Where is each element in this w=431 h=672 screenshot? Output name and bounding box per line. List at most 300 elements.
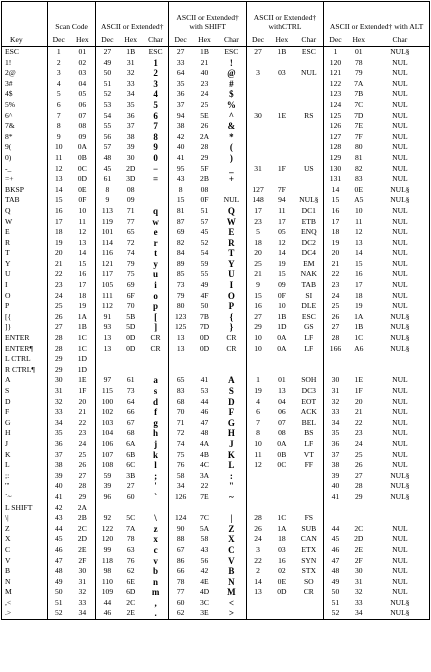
cell-ctrl-dec: 29 [254,322,262,332]
subheader-hex: Hex [347,33,371,47]
cell-alt-hex: 01 [354,47,363,56]
cell-alt-dec: 20 [331,248,340,258]
cell-ctrl-char [294,185,323,196]
cell-shift-hex: 4A [199,438,210,448]
cell-ascii-hex: 79 [126,258,135,268]
cell-ctrl-dec: 14 [254,576,262,586]
cell-scan-dec: 7 [56,110,61,120]
subheader-hex: Hex [119,33,143,47]
cell-shift-dec: 37 [176,99,185,109]
cell-ctrl-char: SOH [294,375,323,386]
cell-ascii-char: CR [143,333,169,344]
cell-ascii-dec: 122 [101,523,114,533]
cell-alt-hex: 26 [354,460,363,470]
cell-ascii-dec: 101 [101,227,114,237]
cell-alt-dec: 21 [331,258,340,268]
table-row [2,492,430,503]
cell-shift-hex: 25 [200,99,209,109]
cell-ascii-char [143,185,169,196]
cell-ctrl-hex [269,354,294,365]
cell-shift-dec: 58 [176,470,185,480]
cell-ascii-char: c [143,545,169,556]
cell-scan-hex: 18 [70,291,96,302]
cell-scan-hex: 17 [70,280,96,291]
cell-scan-dec: 17 [54,216,63,226]
cell-ctrl-dec [246,121,269,132]
cell-ascii-hex: 78 [126,534,135,544]
cell-scan-dec: 44 [54,523,63,533]
cell-alt-char: NUL [371,301,430,312]
cell-ascii-dec: 46 [96,608,119,619]
cell-shift-char: T [217,248,246,259]
cell-ctrl-hex: 7F [277,184,286,194]
cell-ascii-hex: 61 [126,375,135,385]
cell-ctrl-dec: 25 [254,258,262,268]
cell-ctrl-char [294,132,323,143]
cell-scan-hex: 1A [70,312,96,323]
cell-shift-hex: 08 [200,184,209,194]
cell-ctrl-hex: 1A [277,523,287,533]
cell-ascii-dec: 13 [103,333,112,343]
cell-ascii-hex: 7A [126,523,136,533]
cell-alt-hex: 83 [354,174,363,184]
cell-ascii-char: j [143,439,169,450]
cell-alt-char: NUL [371,545,430,556]
cell-ctrl-dec [246,174,269,185]
cell-scan-hex: 1C [70,344,96,355]
cell-key: F [2,407,48,418]
cell-alt-hex: 23 [354,428,363,438]
cell-shift-dec: 125 [174,322,187,332]
cell-ascii-hex: 66 [126,407,135,417]
cell-alt-dec: 18 [331,227,340,237]
cell-key: O [2,291,48,302]
subheader-hex: Hex [269,33,294,47]
cell-scan-hex: 34 [70,608,96,619]
cell-ascii-dec: 61 [103,174,112,184]
table-row [2,566,430,577]
table-row [2,68,430,79]
subheader-char: Char [371,33,430,47]
cell-alt-hex: 10 [354,205,363,215]
cell-shift-char: N [217,577,246,588]
table-row [2,322,430,333]
cell-ascii-hex: 3B [126,470,136,480]
cell-shift-char: F [217,407,246,418]
cell-shift-hex: 57 [200,216,209,226]
cell-alt-dec: 130 [329,163,342,173]
cell-alt-dec: 36 [331,438,340,448]
cell-ctrl-char [294,598,323,609]
cell-alt-hex: 34 [347,608,371,619]
cell-scan-hex: 22 [70,418,96,429]
cell-key: \| [2,513,48,524]
cell-key: S [2,386,48,397]
table-row [2,418,430,429]
cell-ascii-hex: 0D [126,343,136,353]
cell-key: W [2,217,48,228]
cell-ctrl-char [294,354,323,365]
cell-shift-char: { [217,312,246,323]
table-row [2,598,430,609]
cell-shift-dec: 71 [176,417,185,427]
cell-alt-dec: 34 [331,417,340,427]
cell-ascii-char: 5 [143,100,169,111]
cell-shift-char: U [217,269,246,280]
cell-alt-char: NUL [371,269,430,280]
cell-ctrl-dec: 18 [254,237,262,247]
cell-alt-dec: 25 [331,301,340,311]
cell-scan-hex: 0C [70,164,96,175]
cell-scan-dec: 40 [54,481,63,491]
cell-ctrl-hex: 1C [277,513,287,523]
table-row [2,503,430,514]
cell-alt-hex: 1F [354,386,363,395]
cell-shift-dec: 82 [176,237,185,247]
cell-scan-dec: 15 [54,195,63,205]
cell-scan-dec: 29 [54,354,63,364]
cell-ascii-hex: 71 [126,205,135,215]
cell-scan-dec: 34 [54,417,63,427]
cell-ctrl-hex [269,174,294,185]
cell-key: `~ [2,492,48,503]
cell-shift-hex: 5E [200,110,209,120]
header-ctrl: ASCII or Extended† withCTRL [246,2,323,34]
cell-ctrl-char: BS [294,428,323,439]
cell-ctrl-char: ENQ [294,227,323,238]
cell-shift-char: I [217,280,246,291]
cell-shift-char: | [217,513,246,524]
cell-shift-hex: 7E [200,491,209,501]
cell-alt-hex: 82 [354,163,363,173]
cell-shift-char: ESC [217,47,246,58]
cell-ctrl-hex: 0F [277,290,286,300]
cell-ascii-hex: 32 [126,68,135,78]
cell-scan-hex: 1D [70,365,96,376]
cell-ctrl-hex: 19 [278,258,286,268]
cell-ctrl-dec: 26 [254,523,262,533]
cell-alt-dec: 121 [329,68,342,78]
cell-alt-hex: 2C [354,523,364,533]
cell-scan-dec: 4 [56,78,61,88]
table-row [2,79,430,90]
table-row [2,58,430,69]
cell-ascii-char [143,365,169,376]
cell-scan-hex: 2E [70,545,96,556]
cell-ascii-char: = [143,174,169,185]
cell-scan-dec: 43 [54,513,63,523]
cell-ascii-char: h [143,428,169,439]
cell-ascii-char: e [143,227,169,238]
cell-ctrl-dec: 21 [254,269,262,279]
cell-alt-char: NUL§ [371,195,430,206]
cell-shift-char: CR [217,333,246,344]
cell-ascii-char: f [143,407,169,418]
cell-ctrl-dec: 28 [254,513,262,523]
cell-alt-char: NUL§ [371,471,430,482]
cell-scan-dec: 33 [54,407,63,417]
cell-alt-dec [324,513,347,524]
cell-ctrl-hex [269,89,294,100]
cell-alt-dec: 16 [331,205,340,215]
cell-shift-char: } [217,322,246,333]
cell-ctrl-char: LF [294,333,323,344]
cell-alt-char: NUL [371,206,430,217]
cell-alt-hex: 2D [354,534,364,544]
cell-ctrl-hex [269,598,294,609]
cell-shift-hex: 21 [200,57,209,67]
cell-alt-char: NUL [371,460,430,471]
cell-ctrl-char [294,174,323,185]
cell-scan-hex: 26 [70,460,96,471]
cell-ctrl-dec: 12 [254,460,262,470]
cell-scan-hex: 19 [70,301,96,312]
cell-alt-char: NUL [371,577,430,588]
cell-ascii-dec: 110 [101,576,113,586]
cell-shift-char: NUL [217,195,246,206]
cell-scan-hex: 21 [70,407,96,418]
cell-ctrl-hex: 16 [278,555,286,565]
cell-ascii-dec: 9 [105,195,110,205]
cell-ctrl-hex: 0C [277,460,287,470]
cell-ascii-dec: 51 [103,78,112,88]
cell-ascii-dec: 13 [103,343,112,353]
cell-shift-char: R [217,238,246,249]
table-row [2,238,430,249]
cell-ascii-char: n [143,577,169,588]
table-row [2,481,430,492]
cell-ascii-hex: 39 [126,142,135,152]
cell-alt-dec: 46 [331,544,340,554]
table-row [2,227,430,238]
cell-alt-char: NUL§ [371,333,430,344]
cell-shift-dec [169,503,192,514]
cell-ctrl-hex [269,481,294,492]
cell-shift-hex: 3A [199,470,210,480]
cell-ctrl-char [294,492,323,503]
cell-shift-char: " [217,481,246,492]
cell-shift-hex: 46 [200,407,209,417]
cell-alt-hex: 7B [354,89,364,99]
subheader-char: Char [143,33,169,47]
cell-ctrl-dec [246,481,269,492]
cell-key: C [2,545,48,556]
cell-key: R [2,238,48,249]
cell-ctrl-hex: 06 [278,407,286,417]
cell-shift-char: _ [217,164,246,175]
cell-ascii-hex: 08 [126,184,135,194]
cell-shift-hex: 28 [200,142,209,152]
cell-ascii-dec: 102 [101,407,114,417]
table-row [2,333,430,344]
cell-shift-hex [192,503,217,514]
cell-alt-char: NUL§ [371,47,430,58]
cell-alt-char: NUL§ [371,185,430,196]
cell-shift-dec: 73 [176,280,185,290]
cell-shift-char: ( [217,142,246,153]
cell-ctrl-char: ACK [294,407,323,418]
cell-shift-dec: 8 [178,184,183,194]
cell-ascii-dec: 91 [103,311,112,321]
cell-scan-dec: 29 [54,364,63,374]
cell-scan-hex: 0D [70,174,96,185]
cell-alt-char: NUL [371,217,430,228]
cell-shift-dec: 86 [176,555,185,565]
cell-alt-dec: 17 [331,216,340,226]
cell-scan-hex: 31 [70,577,96,588]
table-row [2,365,430,376]
cell-ctrl-char: TAB [294,280,323,291]
cell-alt-char: NUL§ [371,312,430,323]
cell-ctrl-char: STX [294,566,323,577]
cell-scan-hex: 0A [70,142,96,153]
cell-alt-hex: 32 [354,587,363,597]
cell-ctrl-dec: 10 [254,333,262,343]
cell-ascii-dec: 100 [101,396,114,406]
cell-shift-hex: 24 [200,89,209,99]
table-row [2,185,430,196]
cell-key: BKSP [2,185,48,196]
cell-ctrl-dec: 23 [254,216,262,226]
cell-shift-char: CR [217,344,246,355]
cell-alt-char: NUL§ [371,344,430,355]
cell-alt-char: NUL [371,291,430,302]
cell-scan-hex: 09 [70,132,96,143]
cell-ctrl-hex [269,142,294,153]
cell-alt-hex: 29 [354,491,363,501]
cell-alt-dec: 28 [331,333,340,343]
cell-ctrl-char: CR [294,587,323,598]
cell-key: ,< [2,598,48,609]
cell-shift-hex: 4B [200,449,209,459]
cell-shift-dec: 74 [176,438,185,448]
cell-ctrl-dec: 13 [254,587,262,597]
cell-shift-hex [192,354,217,365]
cell-scan-dec: 51 [54,597,63,607]
cell-ctrl-hex: 04 [278,396,286,406]
cell-scan-hex: 24 [70,439,96,450]
cell-scan-hex: 05 [70,89,96,100]
cell-scan-dec: 41 [54,491,63,501]
cell-ctrl-dec: 127 [252,184,264,194]
cell-ascii-dec [96,503,119,514]
cell-ctrl-hex: 02 [278,566,286,576]
cell-scan-dec: 37 [54,449,63,459]
cell-ctrl-hex [269,365,294,376]
cell-ctrl-dec: 7 [256,417,260,427]
cell-ascii-hex: 76 [126,555,135,565]
cell-key: B [2,566,48,577]
cell-ascii-dec [96,354,119,365]
cell-scan-dec: 30 [54,375,63,385]
cell-shift-hex: 7B [200,311,209,321]
cell-ctrl-char: LF [294,439,323,450]
cell-key: K [2,450,48,461]
cell-ctrl-hex [269,492,294,503]
cell-ascii-dec: 111 [102,290,113,300]
cell-ctrl-char: ETX [294,545,323,556]
cell-key: D [2,397,48,408]
cell-ascii-char: ' [143,481,169,492]
cell-scan-dec: 16 [54,205,63,215]
cell-ascii-hex: 5D [126,322,136,332]
cell-ascii-dec: 117 [101,269,113,279]
table-row [2,354,430,365]
cell-scan-hex: 01 [70,47,96,58]
cell-ctrl-dec [246,471,269,482]
cell-shift-dec: 64 [176,68,185,78]
cell-ctrl-hex: 0B [277,449,287,459]
cell-alt-dec: 39 [331,470,340,480]
table-row [2,195,430,206]
cell-alt-hex: 81 [354,152,363,162]
cell-ctrl-dec: 4 [256,396,260,406]
cell-shift-hex: 7C [200,513,209,523]
cell-shift-hex: 5F [200,163,209,173]
cell-ctrl-hex [269,608,294,619]
cell-ascii-char [143,195,169,206]
header-ascii: ASCII or Extended† [96,2,169,34]
cell-ascii-hex: 37 [126,121,135,131]
table-row [2,269,430,280]
cell-shift-char: ~ [217,492,246,503]
cell-ctrl-hex: 0A [277,333,287,343]
table-row [2,121,430,132]
cell-shift-dec: 94 [176,110,185,120]
cell-alt-dec: 1 [333,47,338,56]
cell-key: L CTRL [2,354,48,365]
cell-ctrl-dec: 10 [254,343,262,353]
cell-shift-char: W [217,217,246,228]
cell-shift-char: M [217,587,246,598]
cell-ctrl-char: DC3 [294,386,323,397]
cell-ascii-char: g [143,418,169,429]
cell-alt-dec: 31 [331,386,340,395]
table-row [2,301,430,312]
cell-alt-char: NUL [371,386,430,397]
cell-ascii-dec: 50 [103,68,112,78]
table-row [2,471,430,482]
cell-shift-dec: 69 [176,227,185,237]
cell-ctrl-hex [269,58,294,69]
cell-shift-hex: 52 [200,237,209,247]
cell-ctrl-dec: 24 [254,534,262,544]
cell-key: ESC [2,47,48,58]
cell-ascii-hex: 64 [126,396,135,406]
cell-ascii-dec: 92 [103,513,112,523]
cell-scan-hex: 30 [70,566,96,577]
cell-key: M [2,587,48,598]
cell-alt-hex: 31 [354,576,363,586]
cell-alt-dec: 33 [331,407,340,417]
cell-ascii-char: o [143,291,169,302]
cell-scan-hex: 12 [70,227,96,238]
cell-ctrl-dec: 16 [254,301,262,311]
cell-ascii-dec: 119 [101,216,113,226]
cell-key: G [2,418,48,429]
cell-key: T [2,248,48,259]
cell-key: R CTRL¶ [2,365,48,376]
table-row [2,428,430,439]
cell-shift-dec: 88 [176,534,185,544]
cell-alt-dec: 128 [329,142,342,152]
cell-ascii-char: CR [143,344,169,355]
cell-alt-hex [347,354,371,365]
cell-shift-char: O [217,291,246,302]
cell-key: 0) [2,153,48,164]
cell-shift-dec: 95 [176,163,185,173]
cell-scan-hex: 28 [70,481,96,492]
